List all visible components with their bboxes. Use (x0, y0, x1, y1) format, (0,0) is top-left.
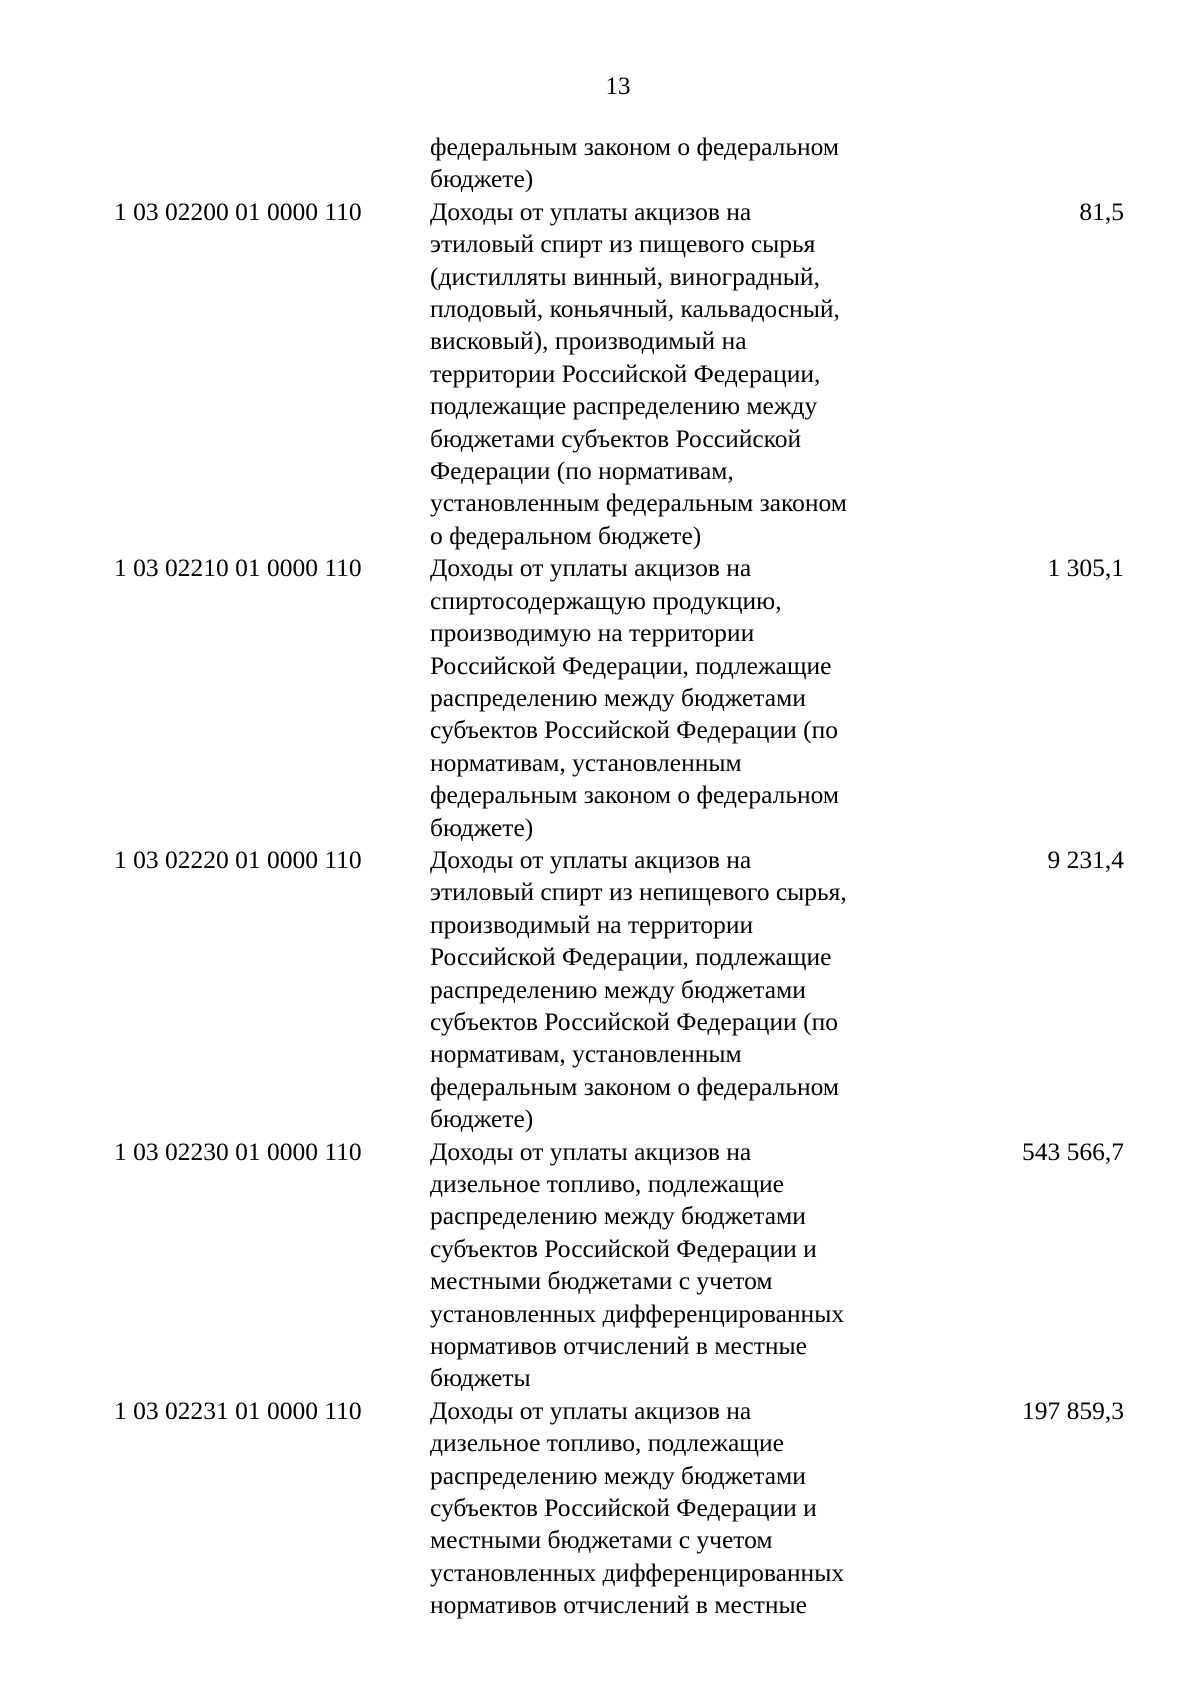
table-row (114, 1395, 1124, 1622)
revenue-amount: 81,5 (1079, 196, 1124, 226)
revenue-description: Доходы от уплаты акцизов на этиловый спирт из пищевого сырья (дистилляты винный, виноградный, плодовый, коньячный, кальвадосный, висковый), производимый на территории Российской Федерации, подлежащие распределению между бюджетами субъектов Российской Федерации (по нормативам, установленным федеральным законом о федеральном бюджете) (430, 196, 847, 550)
page-number: 13 (605, 73, 631, 100)
revenue-description: Доходы от уплаты акцизов на дизельное топливо, подлежащие распределению между бюджетами субъектов Российской Федерации и местными бюджетами с учетом установленных дифференцированных нормативов отчислений в местные (430, 1395, 845, 1620)
revenue-amount: 197 859,3 (1022, 1395, 1124, 1425)
revenue-description: Доходы от уплаты акцизов на спиртосодержащую продукцию, производимую на территории Российской Федерации, подлежащие распределению между бюджетами субъектов Российской Федерации (по нормативам, установленным федеральным законом о федеральном бюджете) (430, 553, 840, 842)
budget-code: 1 03 02230 01 0000 110 (114, 1136, 362, 1166)
revenue-description: Доходы от уплаты акцизов на дизельное топливо, подлежащие распределению между бюджетами субъектов Российской Федерации и местными бюджетами с учетом установленных дифференцированных нормативов отчислений в местные бюджеты (430, 1136, 845, 1393)
table-row (114, 131, 1124, 196)
budget-code: 1 03 02231 01 0000 110 (114, 1395, 362, 1425)
budget-code: 1 03 02220 01 0000 110 (114, 844, 362, 874)
table-row (114, 552, 1124, 844)
table-row (114, 1136, 1124, 1395)
table-row (114, 844, 1124, 1136)
revenue-amount: 1 305,1 (1047, 553, 1124, 583)
table-row (114, 196, 1124, 552)
revenue-description: Доходы от уплаты акцизов на этиловый спирт из непищевого сырья, производимый на территории Российской Федерации, подлежащие распределению между бюджетами субъектов Российской Федерации (по нормативам, установленным федеральным законом о федеральном бюджете) (430, 844, 847, 1134)
revenue-amount: 9 231,4 (1047, 844, 1124, 874)
revenue-description: федеральным законом о федеральном бюджете) (430, 132, 840, 194)
revenue-amount: 543 566,7 (1022, 1136, 1124, 1166)
revenue-table (114, 131, 1124, 1622)
budget-code: 1 03 02210 01 0000 110 (114, 553, 362, 583)
budget-code: 1 03 02200 01 0000 110 (114, 196, 362, 226)
